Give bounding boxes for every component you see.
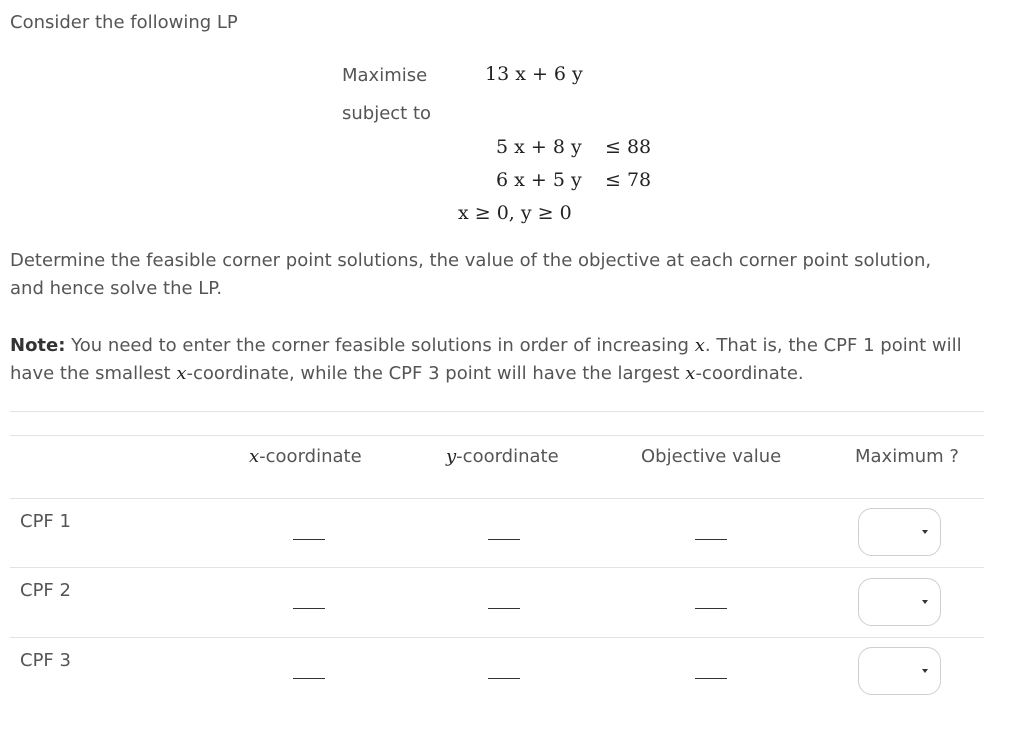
header-y-coordinate bbox=[446, 446, 559, 467]
cpf-2-objective-input[interactable] bbox=[695, 608, 727, 609]
row-divider bbox=[10, 637, 984, 638]
cpf-3-objective-input[interactable] bbox=[695, 678, 727, 679]
constraint-2-rhs: ≤ 78 bbox=[605, 169, 652, 191]
note-var-x-3: x bbox=[685, 363, 696, 384]
note-text-b: . That is, the CPF 1 point will bbox=[704, 335, 962, 356]
header-x-var: x bbox=[249, 446, 260, 467]
task-line-2: and hence solve the LP. bbox=[10, 278, 223, 299]
header-x-text: -coordinate bbox=[259, 446, 362, 467]
intro-text: Consider the following LP bbox=[10, 12, 238, 33]
cpf-2-y-input[interactable] bbox=[488, 608, 520, 609]
note-text-c: have the smallest bbox=[10, 363, 177, 384]
constraint-2-lhs: 6 x + 5 y bbox=[496, 169, 582, 191]
cpf-3-maximum-select[interactable] bbox=[858, 647, 941, 695]
cpf-3-x-input[interactable] bbox=[293, 678, 325, 679]
nonnegativity-constraint: x ≥ 0, y ≥ 0 bbox=[458, 202, 572, 224]
header-objective-value: Objective value bbox=[641, 446, 782, 467]
note-label: Note: bbox=[10, 335, 66, 356]
row-divider bbox=[10, 567, 984, 568]
chevron-down-icon bbox=[922, 600, 928, 604]
maximise-label: Maximise bbox=[342, 65, 428, 86]
task-line-1: Determine the feasible corner point solutions, the value of the objective at each corner point solution, bbox=[10, 250, 932, 271]
subject-to-label: subject to bbox=[342, 103, 432, 124]
objective-function: 13 x + 6 y bbox=[485, 63, 583, 85]
constraint-1-lhs: 5 x + 8 y bbox=[496, 136, 582, 158]
header-y-var: y bbox=[446, 446, 457, 467]
cpf-2-maximum-select[interactable] bbox=[858, 578, 941, 626]
header-maximum: Maximum ? bbox=[855, 446, 959, 467]
row-label-cpf-2: CPF 2 bbox=[20, 580, 71, 601]
table-top-border bbox=[10, 435, 984, 436]
note-text-d: -coordinate, while the CPF 3 point will have the largest bbox=[186, 363, 686, 384]
cpf-1-x-input[interactable] bbox=[293, 539, 325, 540]
note-text-e: -coordinate. bbox=[695, 363, 804, 384]
note-text-a: You need to enter the corner feasible solutions in order of increasing bbox=[65, 335, 695, 356]
table-header-border bbox=[10, 498, 984, 499]
note-var-x-2: x bbox=[176, 363, 187, 384]
cpf-1-maximum-select[interactable] bbox=[858, 508, 941, 556]
row-label-cpf-1: CPF 1 bbox=[20, 511, 71, 532]
note-var-x: x bbox=[694, 335, 705, 356]
chevron-down-icon bbox=[922, 530, 928, 534]
note-line-1 bbox=[10, 332, 962, 360]
chevron-down-icon bbox=[922, 669, 928, 673]
constraint-1-rhs: ≤ 88 bbox=[605, 136, 652, 158]
header-y-text: -coordinate bbox=[456, 446, 559, 467]
cpf-3-y-input[interactable] bbox=[488, 678, 520, 679]
cpf-1-y-input[interactable] bbox=[488, 539, 520, 540]
note-line-2 bbox=[10, 360, 804, 388]
header-x-coordinate bbox=[249, 446, 362, 467]
section-divider bbox=[10, 411, 984, 412]
cpf-1-objective-input[interactable] bbox=[695, 539, 727, 540]
cpf-2-x-input[interactable] bbox=[293, 608, 325, 609]
row-label-cpf-3: CPF 3 bbox=[20, 650, 71, 671]
